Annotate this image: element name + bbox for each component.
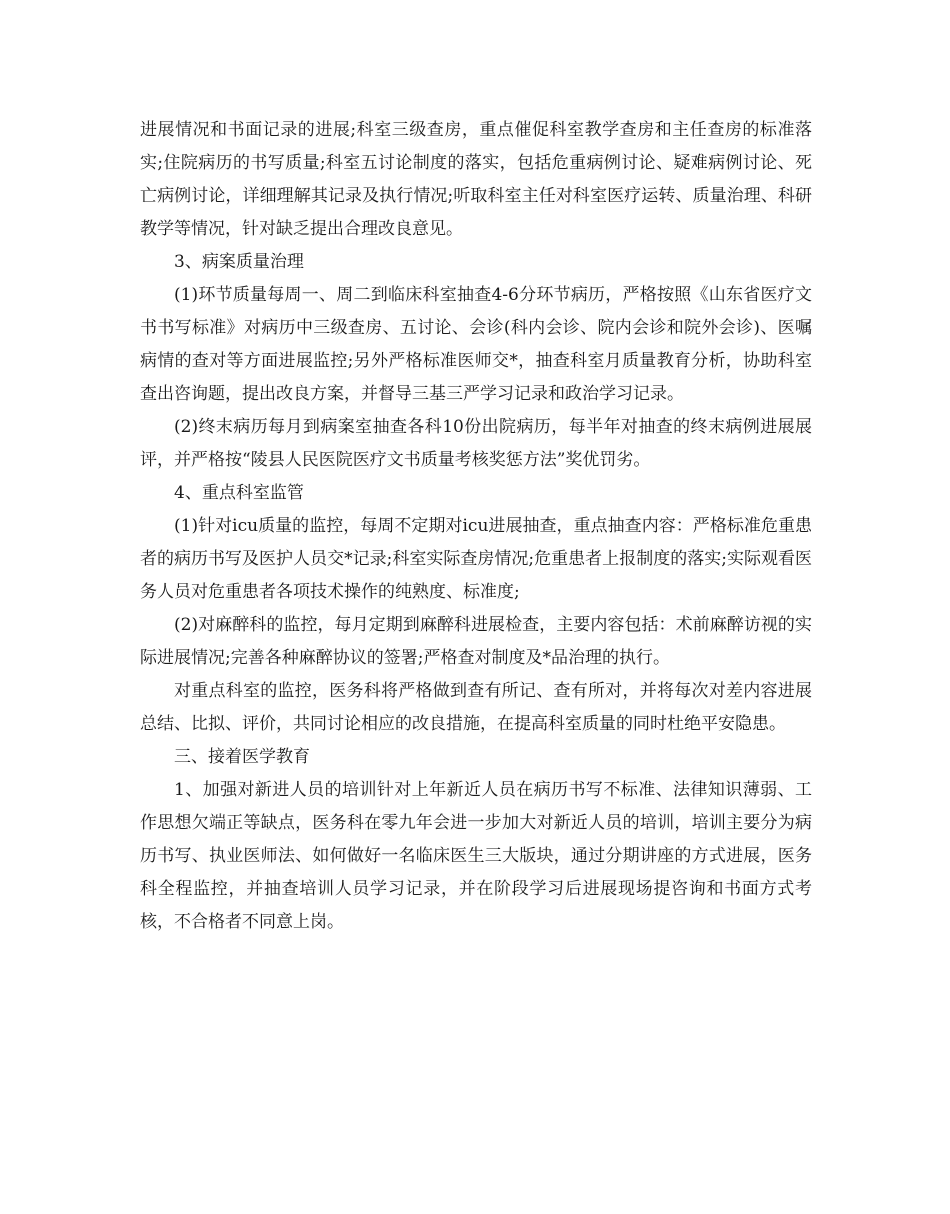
paragraph-process-quality: (1)环节质量每周一、周二到临床科室抽查4-6分环节病历，严格按照《山东省医疗文书书写标准》对病历中三级查房、五讨论、会诊(科内会诊、院内会诊和院外会诊)、医嘱病情的查对等方面进展监控;另外严格标准医师交*，抽查科室月质量教育分析，协助科室查出咨询题，提出改良方案，并督导三基三严学习记录和政治学习记录。: [140, 285, 812, 404]
paragraph-continuation: 进展情况和书面记录的进展;科室三级查房，重点催促科室教学查房和主任查房的标准落实;住院病历的书写质量;科室五讨论制度的落实，包括危重病例讨论、疑难病例讨论、死亡病例讨论，详细理解其记录及执行情况;听取科室主任对科室医疗运转、质量治理、科研教学等情况，针对缺乏提出合理改良意见。: [140, 120, 812, 239]
paragraph-anesthesia-monitoring: (2)对麻醉科的监控，每月定期到麻醉科进展检查，主要内容包括：术前麻醉访视的实际进展情况;完善各种麻醉协议的签署;严格查对制度及*品治理的执行。: [140, 615, 812, 668]
heading-medical-education: 三、接着医学教育: [174, 747, 310, 767]
heading-case-quality: 3、病案质量治理: [174, 252, 304, 272]
paragraph-final-records: (2)终末病历每月到病案室抽查各科10份出院病历，每半年对抽查的终末病例进展展评，并严格按“陵县人民医院医疗文书质量考核奖惩方法”奖优罚劣。: [140, 417, 812, 470]
paragraph-new-staff-training: 1、加强对新进人员的培训针对上年新近人员在病历书写不标准、法律知识薄弱、工作思想欠端正等缺点，医务科在零九年会进一步加大对新近人员的培训，培训主要分为病历书写、执业医师法、如何做好一名临床医生三大版块，通过分期讲座的方式进展，医务科全程监控，并抽查培训人员学习记录，并在阶段学习后进展现场提咨询和书面方式考核，不合格者不同意上岗。: [140, 780, 812, 932]
heading-key-departments: 4、重点科室监管: [174, 483, 304, 503]
document-body: [140, 114, 812, 939]
paragraph-icu-monitoring: (1)针对icu质量的监控，每周不定期对icu进展抽查，重点抽查内容：严格标准危重患者的病历书写及医护人员交*记录;科室实际查房情况;危重患者上报制度的落实;实际观看医务人员对危重患者各项技术操作的纯熟度、标准度;: [140, 516, 812, 602]
paragraph-monitoring-summary: 对重点科室的监控，医务科将严格做到查有所记、查有所对，并将每次对差内容进展总结、比拟、评价，共同讨论相应的改良措施，在提高科室质量的同时杜绝平安隐患。: [140, 681, 812, 734]
